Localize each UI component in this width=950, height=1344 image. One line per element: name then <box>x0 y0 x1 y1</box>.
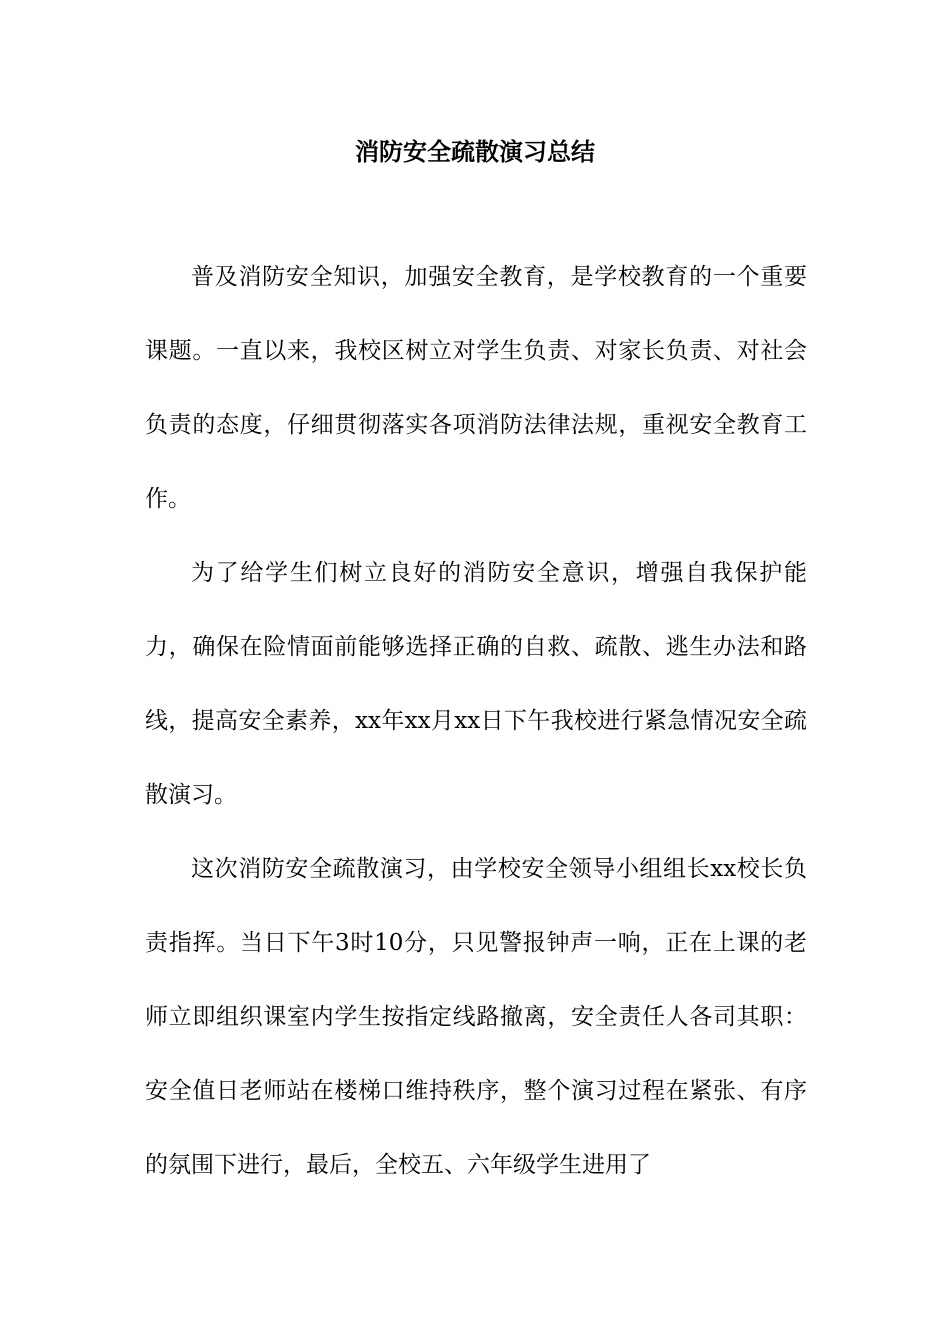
paragraph-2: 为了给学生们树立良好的消防安全意识，增强自我保护能力，确保在险情面前能够选择正确的自救、疏散、逃生办法和路线，提高安全素养，xx年xx月xx日下午我校进行紧急情况安全疏散演习。 <box>145 560 807 808</box>
document-title: 消防安全疏散演习总结 <box>355 137 595 166</box>
document-body <box>145 240 807 1202</box>
paragraph-1: 普及消防安全知识，加强安全教育，是学校教育的一个重要课题。一直以来，我校区树立对学生负责、对家长负责、对社会负责的态度，仔细贯彻落实各项消防法律法规，重视安全教育工作。 <box>145 264 807 512</box>
paragraph-3: 这次消防安全疏散演习，由学校安全领导小组组长xx校长负责指挥。当日下午3时10分，只见警报钟声一响，正在上课的老师立即组织课室内学生按指定线路撤离，安全责任人各司其职：安全值日老师站在楼梯口维持秩序，整个演习过程在紧张、有序的氛围下进行，最后，全校五、六年级学生进用了 <box>145 856 807 1178</box>
